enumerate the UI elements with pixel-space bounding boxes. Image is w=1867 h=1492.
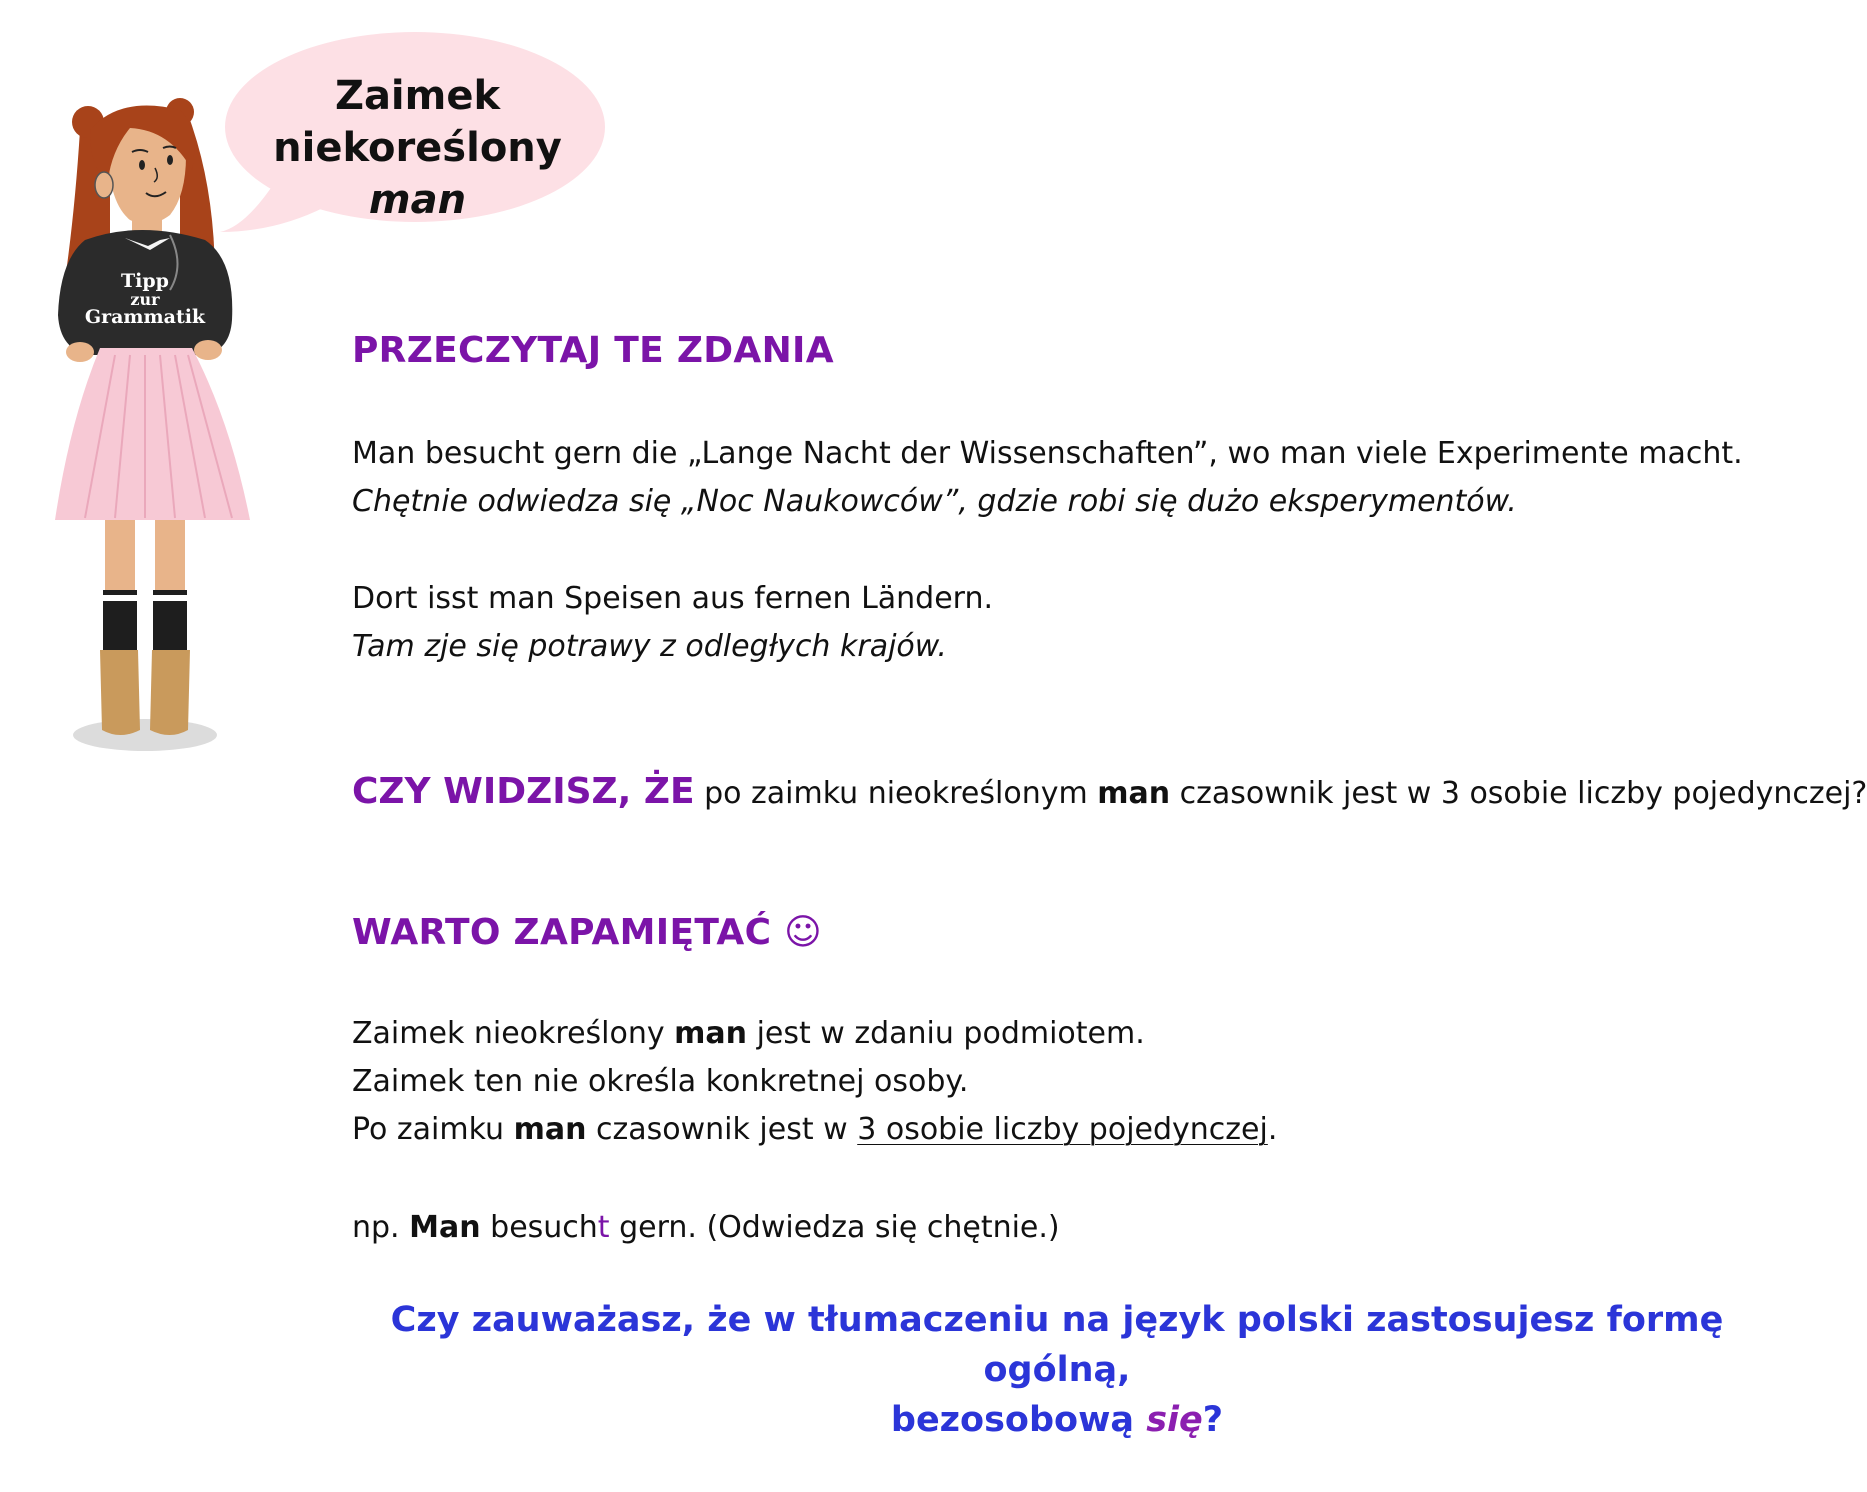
example-1-polish: Chętnie odwiedza się „Noc Naukowców”, gdzie robi się dużo eksperymentów. [352, 484, 1517, 519]
final-question-mark: ? [1202, 1400, 1224, 1440]
bubble-line-2: niekoreślony [273, 125, 562, 171]
final-question [352, 1295, 1762, 1445]
bubble-line-1: Zaimek [334, 73, 501, 119]
shirt-text-3: Grammatik [84, 306, 206, 328]
example-2-polish: Tam zje się potrawy z odległych krajów. [352, 629, 947, 664]
heading-worth-remembering [352, 912, 822, 953]
example-1-german: Man besucht gern die „Lange Nacht der Wissenschaften”, wo man viele Experimente macht. [352, 436, 1743, 471]
shirt-text-2: zur [130, 290, 160, 309]
rule-line-1-a: Zaimek nieokreślony [352, 1016, 675, 1051]
heading-read-sentences: PRZECZYTAJ TE ZDANIA [352, 330, 834, 371]
smiley-icon: ☺ [784, 912, 822, 953]
rule-line-3-bold: man [513, 1112, 587, 1147]
question-bold-man: man [1097, 776, 1171, 811]
rule-line-3-underlined: 3 osobie liczby pojedynczej [857, 1112, 1268, 1147]
question-part-1: po zaimku nieokreślonym [694, 776, 1098, 811]
bubble-line-2-italic: man [368, 177, 467, 223]
rule-line-3-d: . [1267, 1112, 1278, 1147]
question-lead: CZY WIDZISZ, ŻE [352, 771, 695, 812]
example-verb-ending: t [597, 1210, 610, 1245]
heading-worth-remembering-text: WARTO ZAPAMIĘTAĆ [352, 912, 772, 953]
shirt-text-1: Tipp [121, 270, 169, 292]
rule-line-3-c: czasownik jest w [586, 1112, 858, 1147]
rule-line-1-bold: man [674, 1016, 748, 1051]
rule-line-1-c: jest w zdaniu podmiotem. [747, 1016, 1145, 1051]
final-question-sie: się [1146, 1400, 1203, 1440]
rule-line-3-a: Po zaimku [352, 1112, 514, 1147]
bubble-title [235, 70, 600, 226]
final-question-line-1: Czy zauważasz, że w tłumaczeniu na język polski zastosujesz formę ogólną, [390, 1300, 1724, 1390]
final-question-line-2-a: bezosobową [890, 1400, 1147, 1440]
example-2-german: Dort isst man Speisen aus fernen Ländern. [352, 581, 994, 616]
rule-line-1 [352, 1010, 1145, 1058]
girl-illustration [20, 90, 270, 760]
example-sentence [352, 1204, 1060, 1252]
question-part-2: czasownik jest w 3 osobie liczby pojedynczej? [1170, 776, 1867, 811]
example-verb-stem: besuch [480, 1210, 598, 1245]
question-do-you-see [352, 768, 1867, 818]
example-man: Man [409, 1210, 481, 1245]
example-rest: gern. (Odwiedza się chętnie.) [609, 1210, 1060, 1245]
rule-line-2: Zaimek ten nie określa konkretnej osoby. [352, 1064, 969, 1099]
rule-line-3 [352, 1106, 1277, 1154]
example-prefix: np. [352, 1210, 410, 1245]
